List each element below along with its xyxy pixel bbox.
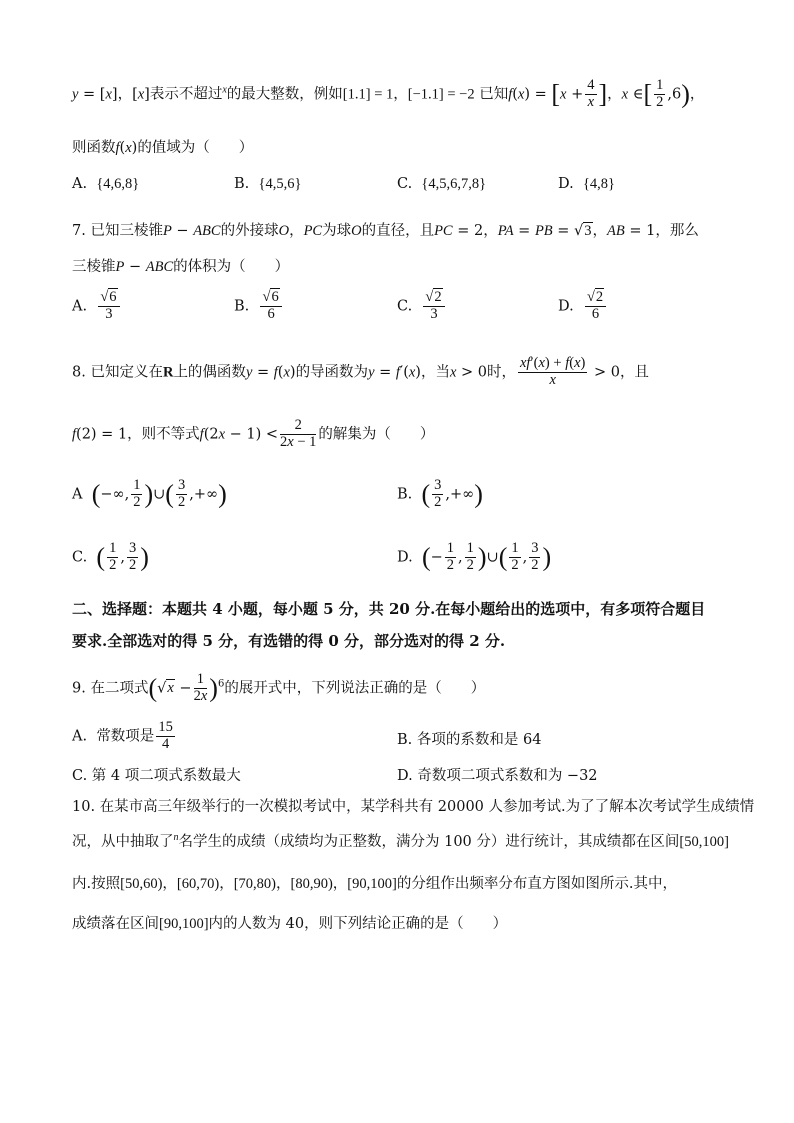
q7-option-b[interactable]: B. $\frac{√6}{6}$ [234,290,284,323]
q7-option-c[interactable]: C. $\frac{√2}{3}$ [397,290,447,323]
q6-option-b[interactable]: B. {4,5,6} [234,176,302,192]
q10-line2: 况，从中抽取了$^n$名学生的成绩（成绩均为正整数，满分为 100 分）进行统计，其成绩都在区间[50,100] [72,832,729,850]
q8-option-c[interactable]: C. ( $\frac{1}{2}$ , $\frac{3}{2}$ ) [72,540,149,573]
q7-option-d[interactable]: D. $\frac{√2}{6}$ [558,290,608,323]
q10-line1: 10. 在某市高三年级举行的一次模拟考试中，某学科共有 20000 人参加考试.为了了解本次考试学生成绩情 [72,799,755,815]
q6-option-d[interactable]: D. {4,8} [558,176,615,192]
q6-option-c[interactable]: C. {4,5,6,7,8} [397,176,487,192]
q9-option-c[interactable]: C. 第 4 项二项式系数最大 [72,768,241,784]
q6-line2: 则函数f(x)的值域为（ ） [72,140,254,156]
q8-line1: 8. 已知定义在R上的偶函数y = f(x)的导函数为y = f′(x)，当x > 0时， $\frac{xf'(x) + f(x)}{x}$ > 0，且 [72,355,649,388]
q9-option-a[interactable]: A. 常数项是 $\frac{15}{4}$ [72,719,173,752]
q10-line4: 成绩落在区间[90,100]内的人数为 40，则下列结论正确的是（ ） [72,916,508,932]
q8-option-b[interactable]: B. ( $\frac{3}{2}$ ,+∞) [397,477,483,510]
q9-option-d[interactable]: D. 奇数项二项式系数和为 −32 [397,768,598,784]
q8-option-d[interactable]: D. (− $\frac{1}{2}$ , $\frac{1}{2}$ )∪( $\frac{1}{2}$ , $\frac{3}{2}$ ) [397,540,552,573]
q9-line1: 9. 在二项式(√x − $\frac{1}{2x}$ )$^6$的展开式中，下列说法正确的是（ ） [72,671,486,704]
q6-option-a[interactable]: A. {4,6,8} [72,176,140,192]
q9-option-b[interactable]: B. 各项的系数和是 64 [397,732,542,748]
q8-option-a[interactable]: A (−∞, $\frac{1}{2}$ )∪( $\frac{3}{2}$ ,+∞) [72,477,227,510]
section2-heading-line2: 要求.全部选对的得 5 分，有选错的得 0 分，部分选对的得 2 分. [72,632,506,650]
q6-line1: y = [x]，[x]表示不超过$^x$的最大整数，例如[1.1] = 1，[−1.1] = −2 已知f(x) = [x + $\frac{4}{x}$ ]，x ∈[ $\frac{1}{2}$ ,6)， [72,77,705,110]
q7-line1: 7. 已知三棱锥P − ABC的外接球O，PC为球O的直径，且PC = 2，PA = PB = √3，AB = 1，那么 [72,223,699,239]
q7-line2: 三棱锥P − ABC的体积为（ ） [72,259,290,275]
section2-heading: 二、选择题：本题共 4 小题，每小题 5 分，共 20 分.在每小题给出的选项中，有多项符合题目 [72,600,706,618]
q7-option-a[interactable]: A. $\frac{√6}{3}$ [72,290,122,323]
q8-line2: f(2) = 1，则不等式f(2x − 1) < $\frac{2}{2x - 1}$ 的解集为（ ） [72,417,435,450]
q10-line3: 内.按照[50,60)，[60,70)，[70,80)，[80,90)，[90,100]的分组作出频率分布直方图如图所示.其中， [72,876,677,892]
